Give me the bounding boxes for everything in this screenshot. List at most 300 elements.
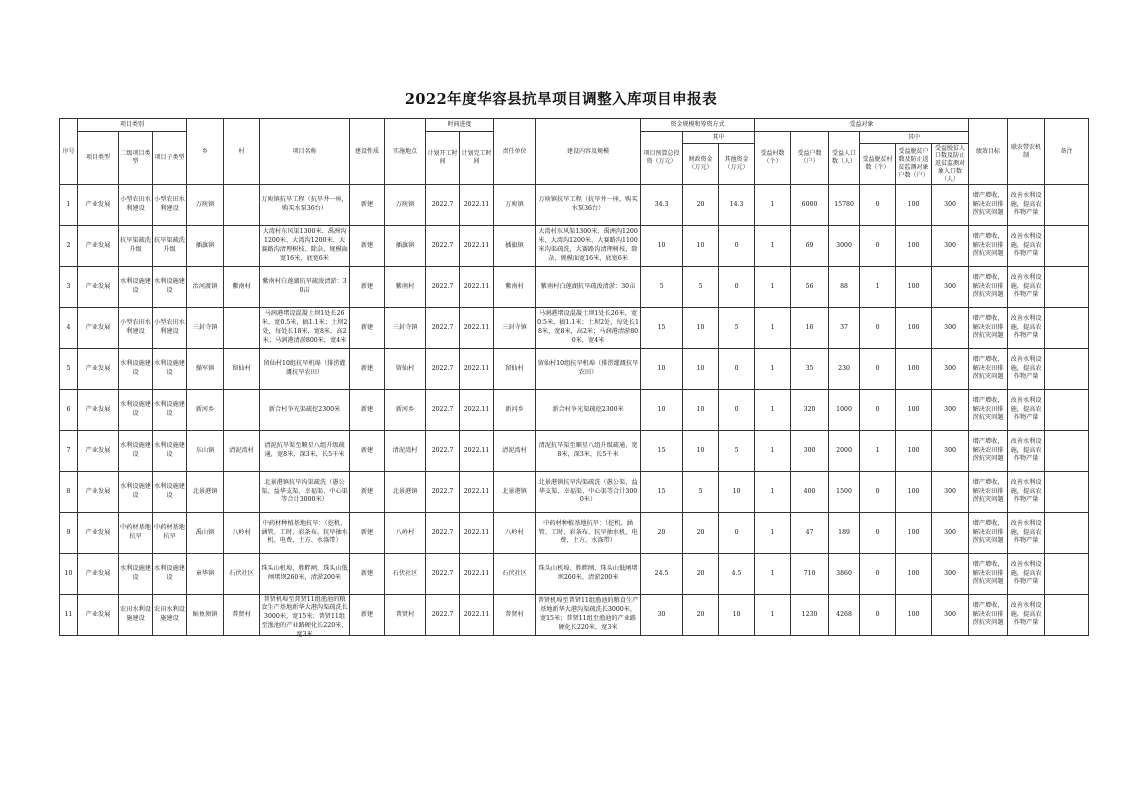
cell-town: 禹山镇	[187, 513, 224, 554]
cell-poor-people: 300	[932, 185, 969, 226]
cell-name: 中药材种植基地抗旱：（挖机、涵管、工时、彩条布、抗旱抽水机、电费、土方、水涤带）	[260, 513, 350, 554]
header-village: 村	[224, 119, 260, 185]
cell-sub: 水利设施建设	[153, 267, 187, 308]
cell-type: 产业发展	[78, 554, 119, 595]
table-row	[60, 308, 1089, 349]
project-table	[59, 118, 1089, 639]
cell-remark	[1045, 595, 1089, 636]
table-row	[60, 185, 1089, 226]
cell-remark	[1045, 226, 1089, 267]
cell-start: 2022.7	[426, 185, 460, 226]
cell-performance: 增产增收，解决农田排涝抗灾问题	[969, 390, 1008, 431]
cell-households: 56	[791, 267, 829, 308]
cell-budget: 20	[641, 513, 683, 554]
cell-remark	[1045, 513, 1089, 554]
cell-performance: 增产增收，解决农田排涝抗灾问题	[969, 513, 1008, 554]
cell-households: 69	[791, 226, 829, 267]
cell-poor-households: 100	[896, 267, 932, 308]
cell-type: 产业发展	[78, 595, 119, 636]
header-households: 受益户数（户）	[791, 132, 829, 185]
cell-nature: 新建	[350, 185, 385, 226]
header-township: 乡	[187, 119, 224, 185]
cell-performance: 增产增收，解决农田排涝抗灾问题	[969, 185, 1008, 226]
cell-unit: 北景港镇	[494, 472, 536, 513]
cell-end: 2022.11	[460, 308, 494, 349]
cell-other: 0	[719, 513, 755, 554]
cell-households: 400	[791, 472, 829, 513]
cell-sub: 水利设施建设	[153, 554, 187, 595]
cell-poor-households: 100	[896, 554, 932, 595]
cell-start: 2022.7	[426, 431, 460, 472]
cell-content: 清泥抗旱渠至顺星八组升级疏通，宽8米，深3米，长5千米	[536, 431, 641, 472]
header-remark: 备注	[1045, 119, 1089, 185]
header-category-sub: 项目子类型	[153, 132, 187, 185]
cell-budget: 24.5	[641, 554, 683, 595]
cell-name: 珠头山机埠、胜畔闸、珠头山低闸堵坝260米，清淤200米	[260, 554, 350, 595]
cell-sub2: 水利设施建设	[119, 431, 153, 472]
cell-village	[224, 226, 260, 267]
cell-type: 产业发展	[78, 390, 119, 431]
cell-sub: 农田水利设施建设	[153, 595, 187, 636]
header-performance: 绩效目标	[969, 119, 1008, 185]
cell-households: 47	[791, 513, 829, 554]
cell-end: 2022.11	[460, 226, 494, 267]
cell-sub: 水利设施建设	[153, 349, 187, 390]
cell-budget: 10	[641, 390, 683, 431]
cell-villages: 1	[755, 390, 791, 431]
cell-poor-people: 300	[932, 554, 969, 595]
cell-name: 清泥抗旱渠至顺星八组升级疏通，宽8米，深3米，长5千米	[260, 431, 350, 472]
cell-name: 留仙村10组抗旱机埠（排涝灌溉抗旱农田）	[260, 349, 350, 390]
cell-content: 留仙村10组抗旱机埠（排涝灌溉抗旱农田）	[536, 349, 641, 390]
cell-mechanism: 改善水利设施，提高农作物产量	[1008, 554, 1045, 595]
cell-mechanism: 改善水利设施，提高农作物产量	[1008, 308, 1045, 349]
cell-location: 新河乡	[385, 390, 426, 431]
header-category-sub2: 二级项目类型	[119, 132, 153, 185]
cell-population: 2000	[829, 431, 860, 472]
cell-nature: 新建	[350, 390, 385, 431]
cell-poor-villages: 0	[860, 185, 896, 226]
cell-villages: 1	[755, 513, 791, 554]
cell-performance: 增产增收，解决农田排涝抗灾问题	[969, 349, 1008, 390]
header-schedule: 时间进度	[426, 119, 494, 132]
cell-other: 10	[719, 595, 755, 636]
table-body	[60, 185, 1089, 639]
cell-town: 插旗镇	[187, 226, 224, 267]
cell-performance: 增产增收，解决农田排涝抗灾问题	[969, 308, 1008, 349]
cell-location: 插旗镇	[385, 226, 426, 267]
cell-villages: 1	[755, 431, 791, 472]
cell-seq: 4	[60, 308, 78, 349]
cell-end: 2022.11	[460, 513, 494, 554]
cell-type: 产业发展	[78, 185, 119, 226]
cell-sub2: 水利设施建设	[119, 390, 153, 431]
cell-other: 0	[719, 349, 755, 390]
cell-name: 马润港堵设混凝土坝1处长26米，宽0.5米，搞1.1米；土坝2处，每处长18米，宽8米，高2米；马润港清淤800米，宽4米	[260, 308, 350, 349]
cell-start: 2022.7	[426, 595, 460, 636]
cell-nature: 新建	[350, 595, 385, 636]
cell-other: 0	[719, 267, 755, 308]
cell-village	[224, 185, 260, 226]
header-end: 计划完工时间	[460, 132, 494, 185]
table-row	[60, 349, 1089, 390]
cell-population: 37	[829, 308, 860, 349]
cell-poor-villages: 0	[860, 595, 896, 636]
header-mechanism: 联农带农机制	[1008, 119, 1045, 185]
cell-unit: 新河乡	[494, 390, 536, 431]
header-of-which: 其中	[683, 132, 755, 144]
cell-village: 清泥湾村	[224, 431, 260, 472]
cell-type: 产业发展	[78, 226, 119, 267]
cell-sub: 水利设施建设	[153, 390, 187, 431]
header-villages: 受益村数（个）	[755, 132, 791, 185]
cell-population: 3000	[829, 226, 860, 267]
cell-poor-people: 300	[932, 267, 969, 308]
cell-poor-households: 100	[896, 390, 932, 431]
cell-households: 35	[791, 349, 829, 390]
cell-type: 产业发展	[78, 349, 119, 390]
cell-other: 10	[719, 472, 755, 513]
cell-town: 万庾镇	[187, 185, 224, 226]
cell-population: 1000	[829, 390, 860, 431]
cell-remark	[1045, 390, 1089, 431]
cell-fiscal: 5	[683, 267, 719, 308]
cell-budget: 15	[641, 308, 683, 349]
cell-budget: 5	[641, 267, 683, 308]
cell-seq: 5	[60, 349, 78, 390]
header-poor-villages: 受益脱贫村数（个）	[860, 144, 896, 185]
cell-village: 普贤村	[224, 595, 260, 636]
cell-poor-people: 300	[932, 513, 969, 554]
header-category: 项目类别	[78, 119, 187, 132]
cell-location: 紫南村	[385, 267, 426, 308]
cell-start: 2022.7	[426, 308, 460, 349]
header-fiscal: 财政资金（万元）	[683, 144, 719, 185]
cell-unit: 留仙村	[494, 349, 536, 390]
cell-start: 2022.7	[426, 554, 460, 595]
cell-unit: 插旗镇	[494, 226, 536, 267]
cell-sub2: 抗旱渠疏洗升级	[119, 226, 153, 267]
cell-village: 紫南村	[224, 267, 260, 308]
header-name: 项目名称	[260, 119, 350, 185]
cell-unit: 万庾镇	[494, 185, 536, 226]
cell-content: 珠头山机埠、胜畔闸、珠头山低闸堵坝260米，清淤200米	[536, 554, 641, 595]
cell-remark	[1045, 267, 1089, 308]
cell-nature: 新建	[350, 308, 385, 349]
cell-mechanism: 改善水利设施，提高农作物产量	[1008, 390, 1045, 431]
header-unit: 责任单位	[494, 119, 536, 185]
cell-population: 1500	[829, 472, 860, 513]
cell-content: 新合村争光渠疏挖2300米	[536, 390, 641, 431]
cell-other: 0	[719, 226, 755, 267]
cell-seq: 3	[60, 267, 78, 308]
cell-sub2: 小型农田水利建设	[119, 185, 153, 226]
cell-content: 马润港堵设混凝土坝1处长26米，宽0.5米，搞1.1米；土坝2处，每处长18米，宽8米，高2米；马润港清淤800米，宽4米	[536, 308, 641, 349]
cell-unit: 八岭村	[494, 513, 536, 554]
cell-villages: 1	[755, 472, 791, 513]
cell-population: 3860	[829, 554, 860, 595]
cell-poor-people: 300	[932, 308, 969, 349]
cell-villages: 1	[755, 267, 791, 308]
cell-remark	[1045, 554, 1089, 595]
cell-type: 产业发展	[78, 308, 119, 349]
cell-sub: 水利设施建设	[153, 472, 187, 513]
cell-households: 320	[791, 390, 829, 431]
cell-budget: 30	[641, 595, 683, 636]
cell-nature: 新建	[350, 349, 385, 390]
cell-location: 清泥湾村	[385, 431, 426, 472]
cell-poor-villages: 0	[860, 226, 896, 267]
cell-name: 新合村争光渠疏挖2300米	[260, 390, 350, 431]
cell-unit: 普贤村	[494, 595, 536, 636]
cell-location: 三封寺镇	[385, 308, 426, 349]
cell-poor-people: 300	[932, 431, 969, 472]
cell-fiscal: 20	[683, 554, 719, 595]
cell-mechanism: 改善水利设施，提高农作物产量	[1008, 226, 1045, 267]
table-row	[60, 390, 1089, 431]
cell-content: 大湾村东风渠1300米、禹洲沟1200米、大湾沟1200米、大赛路沟1100米沟渠疏洗，大赛路沟清理树枝，除杂，规模面宽16米，底宽6米	[536, 226, 641, 267]
cell-fiscal: 10	[683, 349, 719, 390]
cell-households: 16	[791, 308, 829, 349]
cell-nature: 新建	[350, 431, 385, 472]
cell-households: 1230	[791, 595, 829, 636]
cell-town: 新河乡	[187, 390, 224, 431]
cell-content: 万庾镇抗旱工程（抗旱井一座，购买水泵36台）	[536, 185, 641, 226]
cell-type: 产业发展	[78, 431, 119, 472]
cell-poor-people: 300	[932, 390, 969, 431]
cell-name: 紫南村白莲湖抗旱疏浚清淤：30亩	[260, 267, 350, 308]
cell-budget: 10	[641, 349, 683, 390]
header-budget: 项目预算总投资（万元）	[641, 132, 683, 185]
header-beneficiary-group: 受益对象	[755, 119, 969, 132]
cell-seq: 11	[60, 595, 78, 636]
cell-population: 189	[829, 513, 860, 554]
cell-name: 大湾村东风渠1300米、禹洲沟1200米、大湾沟1200米、大赛路沟清理树枝、除杂，规模面宽16米，底宽6米	[260, 226, 350, 267]
header-seq: 序号	[60, 119, 78, 185]
cell-seq: 10	[60, 554, 78, 595]
cell-poor-households: 100	[896, 308, 932, 349]
cell-town: 操军镇	[187, 349, 224, 390]
cell-end: 2022.11	[460, 349, 494, 390]
cell-remark	[1045, 308, 1089, 349]
cell-remark	[1045, 472, 1089, 513]
cell-poor-households: 100	[896, 226, 932, 267]
cell-location: 石伏社区	[385, 554, 426, 595]
table-row	[60, 267, 1089, 308]
cell-location: 留仙村	[385, 349, 426, 390]
cell-poor-people: 300	[932, 349, 969, 390]
page-title: 2022年度华容县抗旱项目调整入库项目申报表	[404, 91, 718, 108]
cell-content: 普贤机埠至普贤11组渔池的粮食生产基地新华大港沟渠疏洗长3000米，宽15米；普贤11组至渔池的产业路硬化长220米，宽3米	[536, 595, 641, 636]
cell-sub: 小型农田水利建设	[153, 308, 187, 349]
cell-seq: 9	[60, 513, 78, 554]
cell-poor-households: 100	[896, 185, 932, 226]
cell-fiscal: 5	[683, 472, 719, 513]
cell-seq: 8	[60, 472, 78, 513]
cell-poor-villages: 0	[860, 472, 896, 513]
cell-fiscal: 10	[683, 431, 719, 472]
cell-poor-villages: 0	[860, 308, 896, 349]
cell-content: 紫南村白莲湖抗旱疏浚清淤：30亩	[536, 267, 641, 308]
header-poor-people: 受益脱贫人口数及防止返贫监测对象人口数（人）	[932, 144, 969, 185]
cell-nature: 新建	[350, 267, 385, 308]
cell-performance: 增产增收，解决农田排涝抗灾问题	[969, 472, 1008, 513]
cell-content: 北景港镇抗旱沟渠疏洗（愚公渠、益华支渠、幸福渠、中心渠等合计3000米）	[536, 472, 641, 513]
cell-remark	[1045, 431, 1089, 472]
table-row	[60, 554, 1089, 595]
cell-village: 留仙村	[224, 349, 260, 390]
cell-mechanism: 改善水利设施，提高农作物产量	[1008, 472, 1045, 513]
cell-villages: 1	[755, 226, 791, 267]
cell-location: 北景港镇	[385, 472, 426, 513]
cell-nature: 新建	[350, 472, 385, 513]
table-row	[60, 431, 1089, 472]
cell-other: 4.5	[719, 554, 755, 595]
cell-villages: 1	[755, 595, 791, 636]
cell-content: 中药材种植基地抗旱：（挖机、涵管、工时、彩条布、抗旱抽水机、电费、土方、水涤带）	[536, 513, 641, 554]
cell-sub: 小型农田水利建设	[153, 185, 187, 226]
cell-start: 2022.7	[426, 472, 460, 513]
cell-poor-households: 100	[896, 431, 932, 472]
cell-poor-households: 100	[896, 349, 932, 390]
cell-town: 治河渡镇	[187, 267, 224, 308]
cell-fiscal: 10	[683, 226, 719, 267]
cell-other: 14.3	[719, 185, 755, 226]
cell-sub: 水利设施建设	[153, 431, 187, 472]
cell-town: 东山镇	[187, 431, 224, 472]
cell-households: 710	[791, 554, 829, 595]
cell-end: 2022.11	[460, 267, 494, 308]
cell-town: 三封寺镇	[187, 308, 224, 349]
cell-seq: 2	[60, 226, 78, 267]
header-population: 受益人口数（人）	[829, 132, 860, 185]
cell-sub2: 水利设施建设	[119, 267, 153, 308]
header-poor-households: 受益脱贫户数及防止返贫监测对象户数（户）	[896, 144, 932, 185]
cell-poor-villages: 0	[860, 554, 896, 595]
cell-start: 2022.7	[426, 390, 460, 431]
cell-start: 2022.7	[426, 226, 460, 267]
cell-fiscal: 20	[683, 595, 719, 636]
cell-end: 2022.11	[460, 472, 494, 513]
cell-budget: 15	[641, 472, 683, 513]
cell-start: 2022.7	[426, 267, 460, 308]
cell-poor-villages: 1	[860, 267, 896, 308]
cell-villages: 1	[755, 554, 791, 595]
cell-end: 2022.11	[460, 431, 494, 472]
cell-sub: 中药材基地抗旱	[153, 513, 187, 554]
cell-town: 鲇鱼须镇	[187, 595, 224, 636]
cell-location: 八岭村	[385, 513, 426, 554]
header-content: 建设内容及规模	[536, 119, 641, 185]
cell-name: 万庾镇抗旱工程（抗旱井一座，购买水泵36台）	[260, 185, 350, 226]
cell-type: 产业发展	[78, 513, 119, 554]
cell-fiscal: 20	[683, 185, 719, 226]
cell-budget: 34.3	[641, 185, 683, 226]
cell-village	[224, 472, 260, 513]
cell-poor-villages: 0	[860, 513, 896, 554]
cell-type: 产业发展	[78, 472, 119, 513]
cell-sub2: 水利设施建设	[119, 554, 153, 595]
cell-mechanism: 改善水利设施，提高农作物产量	[1008, 349, 1045, 390]
cell-name: 普贤机埠至普贤11组渔池的粮食生产基地新华大港沟渠疏洗长3000米，宽15米；普贤11组至渔池的产业路硬化长220米，宽3米	[261, 595, 348, 639]
cell-sub2: 水利设施建设	[119, 472, 153, 513]
cell-poor-people: 300	[932, 595, 969, 636]
cell-population: 15780	[829, 185, 860, 226]
cell-mechanism: 改善水利设施，提高农作物产量	[1008, 431, 1045, 472]
cell-location: 普贤村	[385, 595, 426, 636]
cell-population: 230	[829, 349, 860, 390]
cell-name: 北景港镇抗旱沟渠疏洗（愚公渠、益华支渠、幸福渠、中心渠等合计3000米）	[260, 472, 350, 513]
table-row	[60, 472, 1089, 513]
table-row	[60, 595, 1089, 636]
cell-unit: 石伏社区	[494, 554, 536, 595]
header-fund-group: 资金规模和筹资方式	[641, 119, 755, 132]
cell-town: 北景港镇	[187, 472, 224, 513]
cell-households: 300	[791, 431, 829, 472]
cell-end: 2022.11	[460, 185, 494, 226]
cell-villages: 1	[755, 349, 791, 390]
cell-poor-villages: 1	[860, 431, 896, 472]
cell-population: 88	[829, 267, 860, 308]
header-other: 其他资金（万元）	[719, 144, 755, 185]
cell-mechanism: 改善水利设施，提高农作物产量	[1008, 513, 1045, 554]
cell-performance: 增产增收，解决农田排涝抗灾问题	[969, 554, 1008, 595]
cell-end: 2022.11	[460, 554, 494, 595]
cell-budget: 15	[641, 431, 683, 472]
cell-end: 2022.11	[460, 390, 494, 431]
cell-sub2: 中药材基地抗旱	[119, 513, 153, 554]
cell-nature: 新建	[350, 513, 385, 554]
cell-sub2: 农田水利设施建设	[119, 595, 153, 636]
cell-poor-villages: 0	[860, 349, 896, 390]
cell-start: 2022.7	[426, 349, 460, 390]
cell-fiscal: 10	[683, 390, 719, 431]
cell-unit: 三封寺镇	[494, 308, 536, 349]
cell-village: 石伏社区	[224, 554, 260, 595]
cell-poor-households: 100	[896, 595, 932, 636]
cell-other: 5	[719, 308, 755, 349]
header-of-which-2: 其中	[860, 132, 969, 144]
cell-village	[224, 308, 260, 349]
cell-village	[224, 390, 260, 431]
cell-poor-villages: 0	[860, 390, 896, 431]
cell-remark	[1045, 349, 1089, 390]
cell-end: 2022.11	[460, 595, 494, 636]
table-row	[60, 513, 1089, 554]
cell-other: 0	[719, 390, 755, 431]
cell-nature: 新建	[350, 554, 385, 595]
cell-poor-people: 300	[932, 226, 969, 267]
cell-town: 章华镇	[187, 554, 224, 595]
cell-village: 八岭村	[224, 513, 260, 554]
cell-poor-households: 100	[896, 472, 932, 513]
cell-start: 2022.7	[426, 513, 460, 554]
header-location: 实施地点	[385, 119, 426, 185]
cell-fiscal: 20	[683, 513, 719, 554]
cell-sub: 抗旱渠疏洗升级	[153, 226, 187, 267]
cell-mechanism: 改善水利设施，提高农作物产量	[1008, 267, 1045, 308]
cell-unit: 紫南村	[494, 267, 536, 308]
cell-seq: 6	[60, 390, 78, 431]
cell-budget: 10	[641, 226, 683, 267]
header-category-type: 项目类型	[78, 132, 119, 185]
cell-seq: 7	[60, 431, 78, 472]
cell-poor-people: 300	[932, 472, 969, 513]
cell-population: 4268	[829, 595, 860, 636]
cell-remark	[1045, 185, 1089, 226]
cell-poor-households: 100	[896, 513, 932, 554]
cell-nature: 新建	[350, 226, 385, 267]
